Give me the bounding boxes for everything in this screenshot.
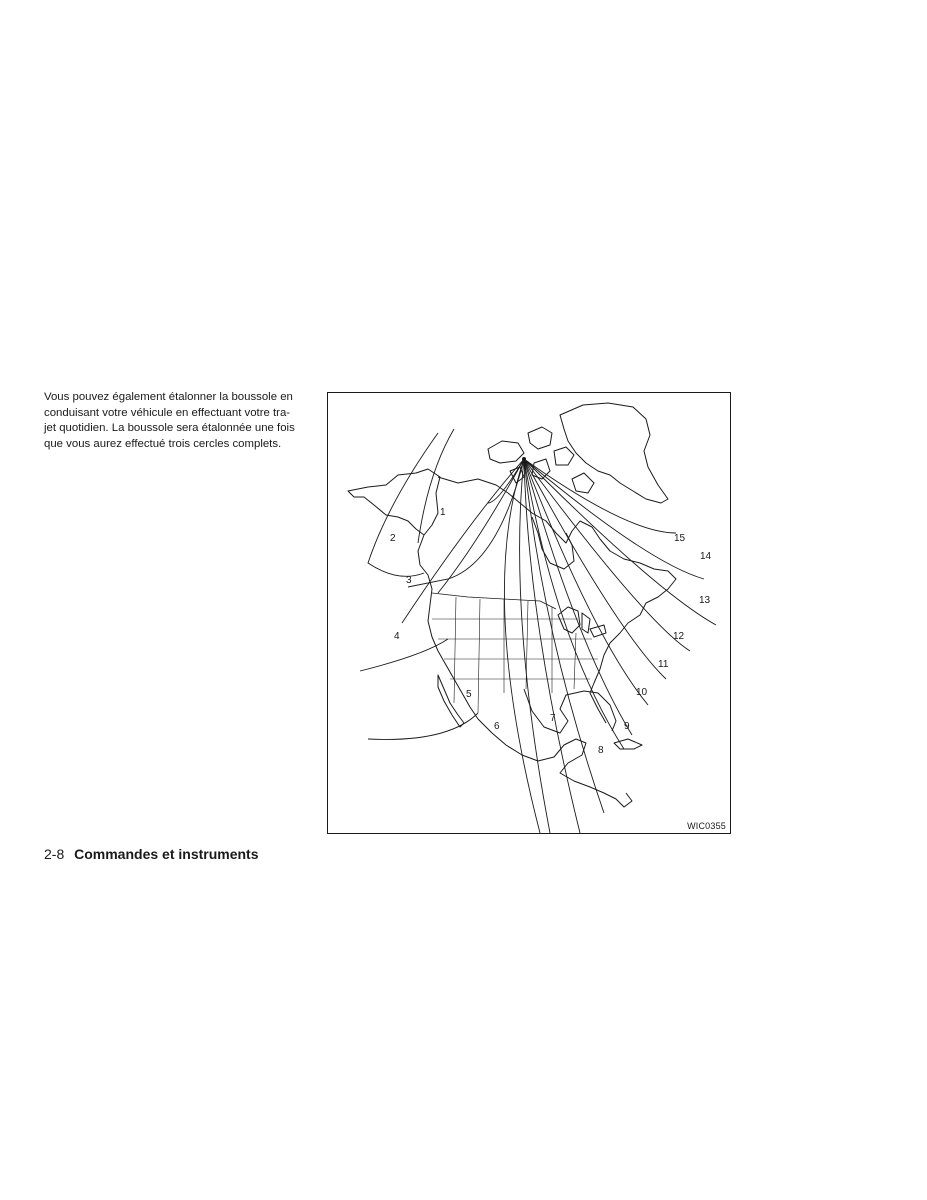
zone-line <box>402 459 524 623</box>
compass-zone-map <box>328 393 730 833</box>
figure-code: WIC0355 <box>687 821 726 831</box>
zone-label-15: 15 <box>674 533 686 544</box>
zone-label-8: 8 <box>598 745 604 756</box>
magnetic-pole-marker <box>522 457 526 461</box>
zone-line <box>524 459 648 705</box>
canada-outline <box>438 477 676 623</box>
mexico-outline <box>478 719 632 807</box>
zone-line <box>524 459 624 749</box>
zone-line <box>524 459 666 679</box>
zone-label-13: 13 <box>699 595 711 606</box>
zone-label-1: 1 <box>440 507 446 518</box>
body-paragraph <box>44 390 314 452</box>
zone-label-3: 3 <box>406 575 412 586</box>
greenland-outline <box>560 403 668 503</box>
border-line <box>432 593 556 609</box>
page-number: 2-8 <box>44 846 65 862</box>
east-coast-outline <box>590 623 628 723</box>
zone-line <box>524 459 690 651</box>
paragraph-line-4: que vous aurez effectué trois cercles complets. <box>44 437 282 450</box>
compass-zone-map-figure <box>327 392 731 834</box>
zone-label-2: 2 <box>390 533 396 544</box>
zone-label-14: 14 <box>700 551 712 562</box>
zone-arc <box>368 713 478 739</box>
zone-line <box>524 459 704 579</box>
paragraph-line-3: jet quotidien. La boussole sera étalonnée une fois <box>44 422 295 434</box>
zone-label-7: 7 <box>550 713 556 724</box>
paragraph-line-1: Vous pouvez également étalonner la boussole en <box>44 391 293 403</box>
zone-label-4: 4 <box>394 631 400 642</box>
zone-arc <box>368 433 438 576</box>
arctic-island-outline <box>528 427 552 449</box>
arctic-island-outline <box>554 447 574 465</box>
zone-arc <box>418 429 454 543</box>
page-footer <box>44 846 259 862</box>
zone-label-10: 10 <box>636 687 648 698</box>
zone-label-9: 9 <box>624 721 630 732</box>
zone-arc <box>408 459 524 587</box>
arctic-island-outline <box>488 441 524 463</box>
zone-label-6: 6 <box>494 721 500 732</box>
zone-label-5: 5 <box>466 689 472 700</box>
state-boundaries <box>432 597 598 713</box>
paragraph-line-2: conduisant votre véhicule en effectuant votre tra- <box>44 406 291 419</box>
baja-outline <box>438 675 464 727</box>
arctic-island-outline <box>572 473 594 493</box>
zone-label-12: 12 <box>673 631 685 642</box>
zone-label-11: 11 <box>658 659 669 670</box>
section-title: Commandes et instruments <box>74 846 259 862</box>
zone-line <box>524 459 716 625</box>
